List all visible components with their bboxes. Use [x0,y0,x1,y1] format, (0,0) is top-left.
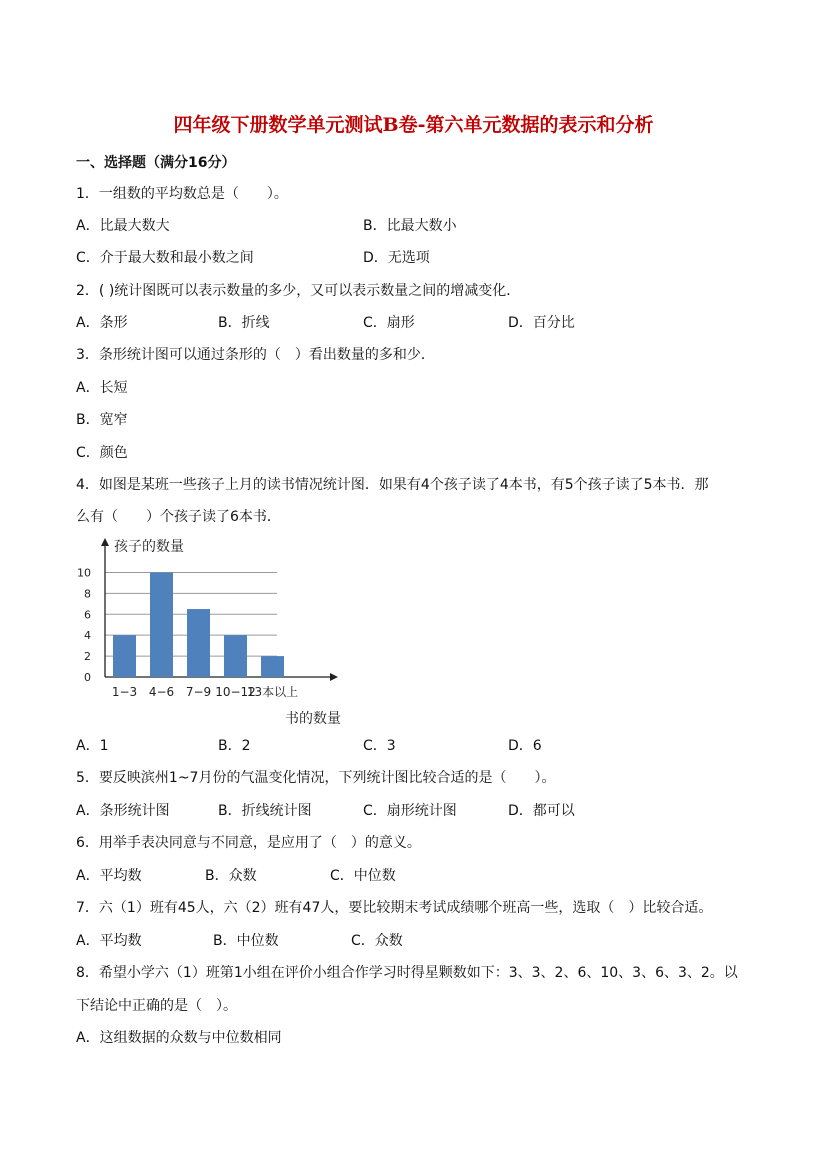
bar [261,656,284,677]
x-tick-label: 4−6 [148,685,175,699]
q2-option-a: A．条形 [76,315,128,331]
x-tick-label: 1−3 [111,685,138,699]
x-tick-label: 13本以上 [246,685,299,699]
y-tick-label: 10 [77,566,91,580]
q5-option-c: C．扇形统计图 [363,803,457,819]
q6-option-b: B．众数 [205,868,257,884]
q6-option-a: A．平均数 [76,868,142,884]
q3-option-a: A．长短 [76,380,128,396]
page-title: 四年级下册数学单元测试B卷-第六单元数据的表示和分析 [173,114,654,136]
q8-option-a: A．这组数据的众数与中位数相同 [76,1030,282,1046]
y-tick-label: 2 [84,650,91,664]
q5-option-a: A．条形统计图 [76,803,170,819]
q3-option-c: C．颜色 [76,445,128,461]
question-8-stem-line1: 8．希望小学六（1）班第1小组在评价小组合作学习时得星颗数如下：3、3、2、6、10、3、6、3、2。以 [76,965,738,981]
question-6-stem: 6．用举手表决同意与不同意，是应用了（ ）的意义。 [76,835,421,851]
question-3-stem: 3．条形统计图可以通过条形的（ ）看出数量的多和少． [76,347,435,363]
q4-option-b: B．2 [218,738,251,754]
q5-option-d: D．都可以 [508,803,575,819]
bar [224,635,247,677]
q1-option-a: A．比最大数大 [76,218,170,234]
q5-option-b: B．折线统计图 [218,803,312,819]
question-1-stem: 1．一组数的平均数总是（ ）。 [76,186,288,202]
question-8-stem-line2: 下结论中正确的是（ ）。 [76,998,237,1014]
y-tick-label: 4 [84,629,91,643]
question-5-stem: 5．要反映滨州1~7月份的气温变化情况，下列统计图比较合适的是（ ）。 [76,770,556,786]
y-axis-arrow-icon [101,538,109,546]
question-7-stem: 7．六（1）班有45人，六（2）班有47人，要比较期末考试成绩哪个班高一些，选取（ ）比较合适。 [76,900,713,916]
bar-chart [70,532,370,732]
q4-option-c: C．3 [363,738,396,754]
y-axis-label: 孩子的数量 [114,539,184,555]
x-axis-label: 书的数量 [285,711,341,727]
section-heading: 一、选择题（满分16分） [76,155,236,171]
q2-option-d: D．百分比 [508,315,575,331]
x-axis-arrow-icon [330,673,338,681]
y-tick-label: 8 [84,587,91,601]
q3-option-b: B．宽窄 [76,412,128,428]
q6-option-c: C．中位数 [330,868,396,884]
q7-option-a: A．平均数 [76,933,142,949]
y-tick-label: 0 [84,671,91,684]
bar [113,635,136,677]
q7-option-c: C．众数 [351,933,403,949]
q1-option-d: D．无选项 [363,250,430,266]
bar [150,572,173,677]
q2-option-c: C．扇形 [363,315,415,331]
q1-option-c: C．介于最大数和最小数之间 [76,250,254,266]
question-4-stem-line1: 4．如图是某班一些孩子上月的读书情况统计图．如果有4个孩子读了4本书，有5个孩子读了5本书．那 [76,477,709,493]
question-2-stem: 2．( )统计图既可以表示数量的多少，又可以表示数量之间的增减变化． [76,283,521,299]
q1-option-b: B．比最大数小 [363,218,457,234]
q4-option-a: A．1 [76,738,109,754]
q4-option-d: D．6 [508,738,542,754]
q7-option-b: B．中位数 [213,933,279,949]
x-tick-label: 7−9 [185,685,212,699]
y-tick-label: 6 [84,608,91,622]
question-4-stem-line2: 么有（ ）个孩子读了6本书． [76,509,281,525]
bar [187,609,210,677]
x-tick-label: 10−12 [215,685,256,699]
q2-option-b: B．折线 [218,315,270,331]
